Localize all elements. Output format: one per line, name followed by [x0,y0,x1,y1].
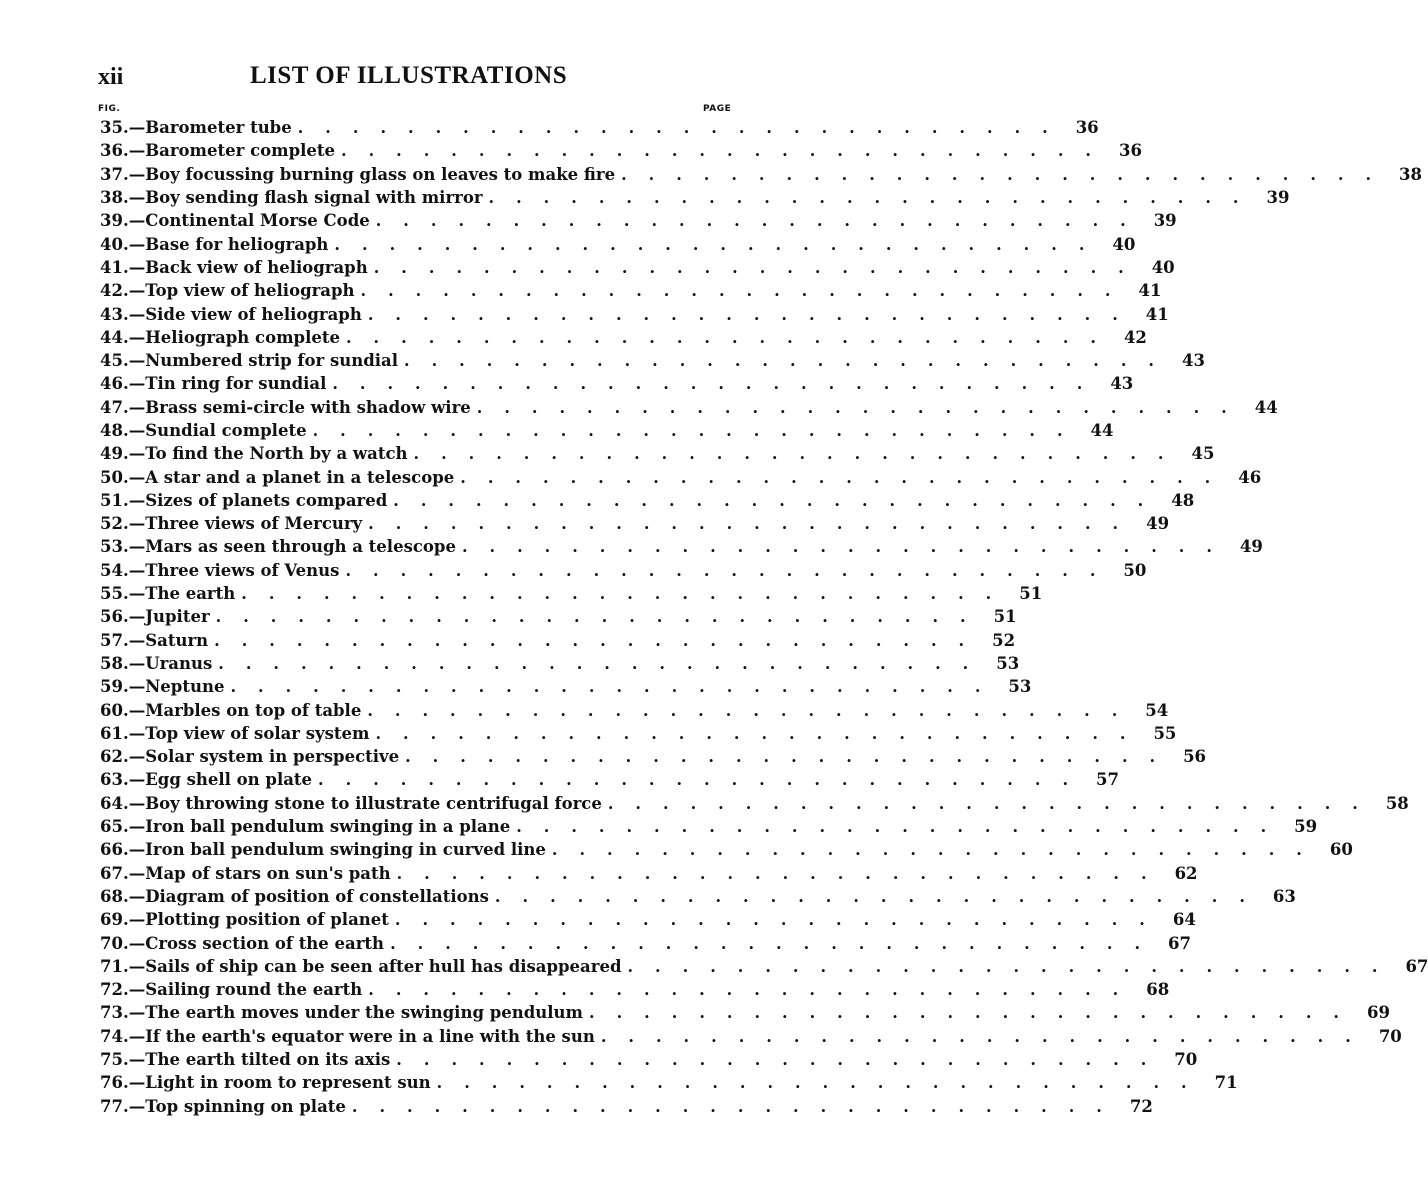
page-ref: 69 [1367,1003,1390,1023]
figure-number: 44. [100,327,129,347]
list-item [100,908,1196,931]
list-item [100,1071,1238,1094]
figure-number: 49. [100,444,129,464]
list-item [100,279,1162,302]
em-dash: — [128,421,146,440]
dot-leader: ............................ [345,327,1118,347]
figure-number: 50. [100,467,129,487]
list-item [100,396,1278,419]
dot-leader: ............................ [404,351,1176,371]
em-dash: — [128,770,146,790]
figure-number: 69. [100,910,129,930]
list-item [100,535,1263,558]
figure-caption: Sailing round the earth [145,980,363,1000]
page-ref: 45 [1191,444,1215,464]
list-item [100,163,1423,186]
dot-leader: ............................ [390,933,1163,953]
list-item [100,792,1409,815]
list-item [100,1025,1402,1048]
page-ref: 36 [1075,118,1099,138]
figure-caption: Diagram of position of constellations [145,886,489,906]
figure-number: 48. [100,421,129,440]
list-item [100,955,1428,978]
figure-number: 45. [100,351,129,371]
figure-number: 46. [100,374,129,394]
page-ref: 51 [993,607,1017,627]
list-item [100,116,1099,139]
em-dash: — [128,653,146,673]
em-dash: — [128,188,146,208]
dot-leader: ............................ [393,490,1166,510]
page-ref: 48 [1171,490,1195,510]
list-item [100,559,1147,582]
figure-number: 68. [100,886,129,906]
page-column-label: PAGE [703,104,732,114]
figure-caption: Cross section of the earth [145,933,385,953]
figure-caption: Uranus [145,653,213,673]
dot-leader: ............................ [494,886,1267,906]
list-item [100,722,1177,745]
dot-leader: ............................ [360,281,1133,301]
page-ref: 64 [1172,910,1196,930]
em-dash: — [128,747,146,767]
figure-caption: The earth tilted on its axis [145,1050,391,1070]
figure-number: 57. [100,630,129,650]
em-dash: — [128,374,146,394]
figure-number: 51. [100,490,129,510]
list-item [100,745,1207,768]
figure-caption: Barometer complete [145,141,336,161]
figure-number: 72. [100,980,129,1000]
em-dash: — [128,397,146,417]
dot-leader: ............................ [460,467,1233,487]
dot-leader: ............................ [230,677,1003,697]
dot-leader: ............................ [589,1003,1361,1023]
figure-number: 75. [100,1050,129,1070]
page-ref: 41 [1145,304,1169,324]
figure-caption: Jupiter [145,607,210,627]
em-dash: — [128,467,146,487]
fig-column-label: FIG. [98,104,121,114]
em-dash: — [128,910,146,930]
list-item [100,232,1136,255]
figure-caption: If the earth's equator were in a line with the sun [145,1026,595,1046]
dot-leader: ............................ [218,653,991,673]
page-ref: 63 [1272,886,1296,906]
list-item [100,209,1177,232]
dot-leader: ............................ [488,188,1261,208]
page-ref: 56 [1183,747,1207,767]
em-dash: — [128,933,146,953]
figure-number: 63. [100,770,129,790]
em-dash: — [128,584,146,604]
em-dash: — [128,1050,146,1070]
dot-leader: ............................ [375,211,1148,231]
figure-number: 39. [100,211,129,231]
dot-leader: ............................ [373,257,1146,277]
figure-caption: Side view of heliograph [145,304,362,324]
page-ref: 43 [1181,351,1205,371]
page-ref: 60 [1329,840,1353,860]
list-item [100,862,1198,885]
dot-leader: ............................ [396,1050,1169,1070]
figure-number: 52. [100,514,129,534]
dot-leader: ............................ [332,374,1105,394]
dot-leader: ............................ [600,1026,1373,1046]
em-dash: — [128,141,146,161]
figure-number: 35. [100,118,129,138]
page-ref: 72 [1129,1096,1153,1116]
figure-number: 38. [100,188,129,208]
dot-leader: ............................ [413,444,1186,464]
figure-caption: Boy focussing burning glass on leaves to make fire [145,164,616,184]
page-ref: 41 [1138,281,1162,301]
figure-caption: Boy throwing stone to illustrate centrifugal force [145,793,602,813]
figure-caption: Iron ball pendulum swinging in curved line [145,840,546,860]
dot-leader: ............................ [394,910,1167,930]
list-item [100,139,1142,162]
page-ref: 50 [1123,560,1147,580]
page-ref: 40 [1112,234,1136,254]
figure-caption: Continental Morse Code [145,211,370,231]
figure-caption: Heliograph complete [145,327,340,347]
figure-number: 54. [100,560,129,580]
list-item [100,629,1016,652]
dot-leader: ............................ [551,840,1324,860]
em-dash: — [128,514,146,534]
em-dash: — [128,257,146,277]
page-ref: 70 [1378,1026,1402,1046]
dot-leader: ............................ [396,863,1169,883]
figure-caption: Iron ball pendulum swinging in a plane [145,817,511,837]
page-ref: 49 [1239,537,1263,557]
page-ref: 54 [1145,700,1169,720]
em-dash: — [128,1026,146,1046]
dot-leader: ............................ [367,304,1140,324]
list-item [100,512,1170,535]
page-ref: 62 [1174,863,1198,883]
page-ref: 58 [1385,793,1409,813]
figure-number: 66. [100,840,129,860]
em-dash: — [128,490,146,510]
dot-leader: ............................ [621,164,1394,184]
list-item [100,675,1032,698]
dot-leader: ............................ [516,817,1289,837]
page-ref: 39 [1266,188,1290,208]
figure-number: 37. [100,164,129,184]
figure-caption: Marbles on top of table [145,700,362,720]
page-ref: 55 [1153,723,1177,743]
list-item [100,186,1290,209]
em-dash: — [128,444,146,464]
list-item [100,605,1017,628]
list-item [100,931,1191,954]
page-ref: 40 [1151,257,1175,277]
em-dash: — [128,1096,146,1116]
figure-caption: Boy sending flash signal with mirror [145,188,483,208]
em-dash: — [128,956,146,976]
list-item [100,302,1169,325]
figure-caption: Tin ring for sundial [145,374,327,394]
dot-leader: ............................ [461,537,1234,557]
figure-caption: The earth moves under the swinging pendulum [145,1003,584,1023]
page-ref: 59 [1294,817,1318,837]
em-dash: — [128,980,146,1000]
em-dash: — [128,304,146,324]
dot-leader: ............................ [215,607,988,627]
figure-number: 40. [100,234,129,254]
dot-leader: ............................ [436,1073,1209,1093]
dot-leader: ............................ [214,630,987,650]
figure-caption: Numbered strip for sundial [145,351,399,371]
figure-number: 77. [100,1096,129,1116]
figure-number: 53. [100,537,129,557]
list-item [100,1094,1153,1117]
list-item [100,698,1169,721]
page-ref: 71 [1214,1073,1238,1093]
list-item [100,838,1353,861]
figure-caption: Back view of heliograph [145,257,368,277]
em-dash: — [128,234,146,254]
em-dash: — [128,327,146,347]
figure-caption: To find the North by a watch [145,444,408,464]
dot-leader: ............................ [627,956,1400,976]
em-dash: — [128,863,146,883]
figure-caption: Top view of solar system [145,723,370,743]
figure-caption: The earth [145,584,236,604]
dot-leader: ............................ [375,723,1148,743]
figure-caption: Base for heliograph [145,234,329,254]
em-dash: — [128,537,146,557]
page-ref: 52 [992,630,1016,650]
figure-number: 62. [100,747,129,767]
dot-leader: ............................ [351,1096,1124,1116]
page-ref: 46 [1238,467,1262,487]
em-dash: — [128,677,146,697]
illustrations-list [100,116,1428,1118]
figure-number: 43. [100,304,129,324]
figure-number: 60. [100,700,129,720]
figure-caption: Three views of Venus [145,560,340,580]
dot-leader: ............................ [341,141,1113,161]
list-item [100,372,1134,395]
em-dash: — [128,1073,146,1093]
em-dash: — [128,630,146,650]
figure-caption: Map of stars on sun's path [145,863,391,883]
figure-number: 42. [100,281,129,301]
figure-caption: Light in room to represent sun [145,1073,431,1093]
figure-number: 64. [100,793,129,813]
dot-leader: ............................ [367,700,1140,720]
em-dash: — [128,164,146,184]
dot-leader: ............................ [297,118,1070,138]
dot-leader: ............................ [368,514,1141,534]
em-dash: — [128,817,146,837]
figure-number: 65. [100,817,129,837]
page-ref: 67 [1168,933,1191,953]
page-ref: 38 [1399,164,1423,184]
figure-number: 61. [100,723,129,743]
figure-number: 76. [100,1073,129,1093]
figure-caption: A star and a planet in a telescope [145,467,455,487]
list-item [100,256,1175,279]
figure-number: 47. [100,397,129,417]
figure-caption: Sundial complete [145,421,307,440]
em-dash: — [128,118,146,138]
dot-leader: ............................ [607,793,1380,813]
dot-leader: ............................ [368,980,1141,1000]
page-ref: 44 [1090,421,1114,440]
page-title: LIST OF ILLUSTRATIONS [250,62,568,89]
page-ref: 51 [1019,584,1043,604]
em-dash: — [128,281,146,301]
list-item [100,815,1318,838]
figure-number: 59. [100,677,129,697]
page-ref: 43 [1110,374,1134,394]
figure-caption: Plotting position of planet [145,910,389,930]
dot-leader: ............................ [241,584,1014,604]
page-ref: 53 [1008,677,1032,697]
page-ref: 53 [996,653,1020,673]
figure-number: 71. [100,956,129,976]
em-dash: — [128,351,146,371]
em-dash: — [128,211,146,231]
em-dash: — [128,840,146,860]
figure-caption: Sizes of planets compared [145,490,388,510]
list-item [100,349,1205,372]
page-ref: 36 [1118,141,1142,161]
em-dash: — [128,793,146,813]
page-ref: 70 [1174,1050,1198,1070]
list-item [100,978,1170,1001]
page-number: xii [98,64,124,90]
figure-caption: Top view of heliograph [145,281,355,301]
figure-number: 41. [100,257,129,277]
list-item [100,1001,1390,1024]
page-ref: 44 [1254,397,1278,417]
page-header [98,62,738,96]
list-item [100,442,1215,465]
figure-number: 67. [100,863,129,883]
page-ref: 39 [1153,211,1177,231]
dot-leader: ............................ [318,770,1091,790]
figure-caption: Egg shell on plate [145,770,313,790]
page-ref: 68 [1146,980,1170,1000]
list-item [100,652,1020,675]
list-item [100,768,1119,791]
em-dash: — [128,560,146,580]
list-item [100,582,1043,605]
figure-number: 58. [100,653,129,673]
figure-caption: Mars as seen through a telescope [145,537,456,557]
page-ref: 67 [1405,956,1428,976]
em-dash: — [128,1003,146,1023]
figure-caption: Brass semi-circle with shadow wire [145,397,471,417]
list-item [100,419,1114,442]
dot-leader: ............................ [405,747,1178,767]
figure-caption: Saturn [145,630,209,650]
list-item [100,885,1296,908]
figure-number: 36. [100,141,129,161]
list-item [100,465,1262,488]
figure-caption: Solar system in perspective [145,747,400,767]
dot-leader: ............................ [345,560,1118,580]
em-dash: — [128,886,146,906]
figure-number: 70. [100,933,129,953]
figure-caption: Sails of ship can be seen after hull has disappeared [145,956,622,976]
figure-number: 56. [100,607,129,627]
figure-number: 74. [100,1026,129,1046]
figure-caption: Three views of Mercury [145,514,363,534]
em-dash: — [128,607,146,627]
figure-number: 55. [100,584,129,604]
dot-leader: ............................ [312,421,1085,440]
page-ref: 42 [1123,327,1147,347]
page-ref: 49 [1146,514,1170,534]
figure-number: 73. [100,1003,129,1023]
figure-caption: Neptune [145,677,225,697]
dot-leader: ............................ [334,234,1107,254]
em-dash: — [128,723,146,743]
list-item [100,1048,1198,1071]
figure-caption: Top spinning on plate [145,1096,346,1116]
em-dash: — [128,700,146,720]
page-ref: 57 [1096,770,1119,790]
figure-caption: Barometer tube [145,118,292,138]
dot-leader: ............................ [476,397,1249,417]
list-item [100,489,1195,512]
list-item [100,326,1147,349]
